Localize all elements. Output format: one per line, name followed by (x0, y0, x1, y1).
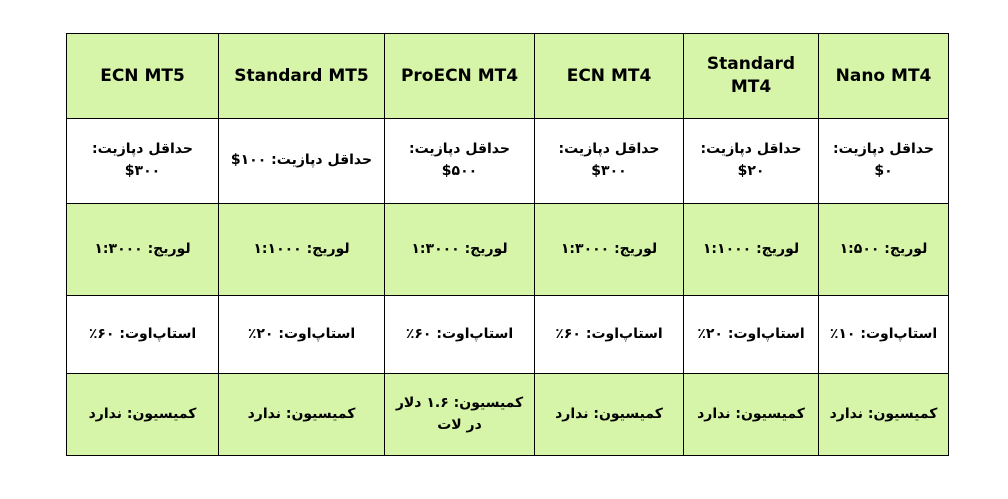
min-deposit-cell: حداقل دپازیت: ۱۰۰$ (219, 119, 385, 204)
min-deposit-cell: حداقل دپازیت: ۳۰۰$ (67, 119, 219, 204)
commission-cell: کمیسیون: ندارد (535, 374, 684, 456)
header-cell-standard-mt5: Standard MT5 (219, 34, 385, 119)
header-cell-ecn-mt4: ECN MT4 (535, 34, 684, 119)
leverage-cell: لوریج: ۱:۱۰۰۰ (219, 204, 385, 296)
leverage-cell: لوریج: ۱:۱۰۰۰ (684, 204, 819, 296)
stop-out-cell: استاپ‌اوت: ۲۰٪ (219, 296, 385, 374)
header-cell-ecn-mt5: ECN MT5 (67, 34, 219, 119)
header-cell-standard-mt4: Standard MT4 (684, 34, 819, 119)
commission-cell: کمیسیون: ندارد (684, 374, 819, 456)
header-cell-nano-mt4: Nano MT4 (819, 34, 949, 119)
leverage-cell: لوریج: ۱:۵۰۰ (819, 204, 949, 296)
leverage-cell: لوریج: ۱:۳۰۰۰ (67, 204, 219, 296)
account-comparison-table-wrapper (66, 33, 949, 456)
min-deposit-cell: حداقل دپازیت: ۲۰$ (684, 119, 819, 204)
stop-out-cell: استاپ‌اوت: ۲۰٪ (684, 296, 819, 374)
min-deposit-cell: حداقل دپازیت: ۰$ (819, 119, 949, 204)
stop-out-cell: استاپ‌اوت: ۶۰٪ (535, 296, 684, 374)
commission-cell: کمیسیون: ندارد (219, 374, 385, 456)
stop-out-cell: استاپ‌اوت: ۱۰٪ (819, 296, 949, 374)
commission-cell: کمیسیون: ندارد (819, 374, 949, 456)
stop-out-row (67, 296, 949, 374)
leverage-row (67, 204, 949, 296)
stop-out-cell: استاپ‌اوت: ۶۰٪ (385, 296, 535, 374)
header-cell-proecn-mt4: ProECN MT4 (385, 34, 535, 119)
commission-cell: کمیسیون: ندارد (67, 374, 219, 456)
commission-cell: کمیسیون: ۱.۶ دلار در لات (385, 374, 535, 456)
leverage-cell: لوریج: ۱:۳۰۰۰ (535, 204, 684, 296)
stop-out-cell: استاپ‌اوت: ۶۰٪ (67, 296, 219, 374)
commission-row (67, 374, 949, 456)
min-deposit-cell: حداقل دپازیت: ۳۰۰$ (535, 119, 684, 204)
min-deposit-row (67, 119, 949, 204)
header-row (67, 34, 949, 119)
leverage-cell: لوریج: ۱:۳۰۰۰ (385, 204, 535, 296)
min-deposit-cell: حداقل دپازیت: ۵۰۰$ (385, 119, 535, 204)
account-comparison-table (66, 33, 949, 456)
